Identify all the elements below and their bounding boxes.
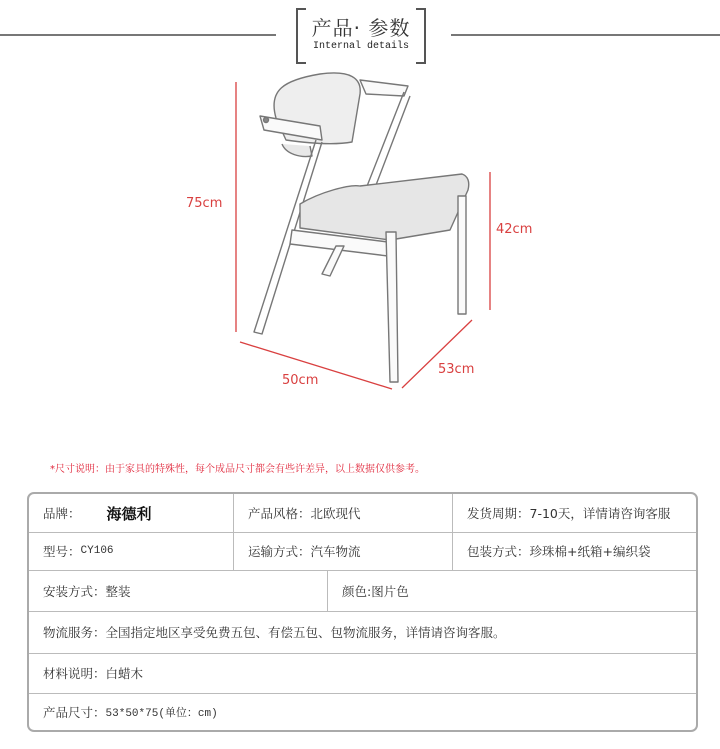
cell-logistics: 物流服务：全国指定地区享受免费五包、有偿五包、包物流服务，详情请咨询客服。 [43,625,506,640]
cell-color: 颜色:图片色 [327,570,696,611]
dimension-height-total: 75cm [186,196,223,211]
header-divider-left [0,34,276,36]
chair-sketch-icon [0,60,720,400]
table-row [29,693,696,730]
model-value: CY106 [80,545,114,557]
size-label: 产品尺寸： [43,704,106,720]
table-row [29,532,696,571]
dimension-depth: 53cm [438,362,475,377]
dimension-seat-height: 42cm [496,222,533,237]
model-label: 型号： [43,544,81,559]
cell-shipping: 运输方式：汽车物流 [233,532,452,570]
size-value: 53*50*75(单位：cm) [105,707,218,720]
cell-delivery: 发货周期：7-10天，详情请咨询客服 [452,494,696,532]
chair-dimension-diagram [0,60,720,400]
dimension-width: 50cm [282,373,319,388]
section-header [296,8,426,62]
cell-style: 产品风格：北欧现代 [233,494,452,532]
spec-table [27,492,698,732]
table-row [29,653,696,694]
brand-label: 品牌： [43,506,81,521]
section-title: 产品· 参数 [311,16,411,40]
cell-brand [29,494,233,532]
table-row [29,494,696,533]
size-disclaimer: *尺寸说明：由于家具的特殊性，每个成品尺寸都会有些许差异，以上数据仅供参考。 [50,464,425,475]
table-row [29,570,696,612]
cell-install: 安装方式：整装 [43,583,131,599]
cell-packaging: 包装方式：珍珠棉+纸箱+编织袋 [452,532,696,570]
cell-size [29,693,696,730]
cell-material: 材料说明：白蜡木 [43,666,144,681]
table-row [29,611,696,654]
section-subtitle: Internal details [312,41,409,52]
brand-value: 海德利 [106,504,152,523]
cell-model [29,532,233,570]
header-divider-right [451,34,720,36]
